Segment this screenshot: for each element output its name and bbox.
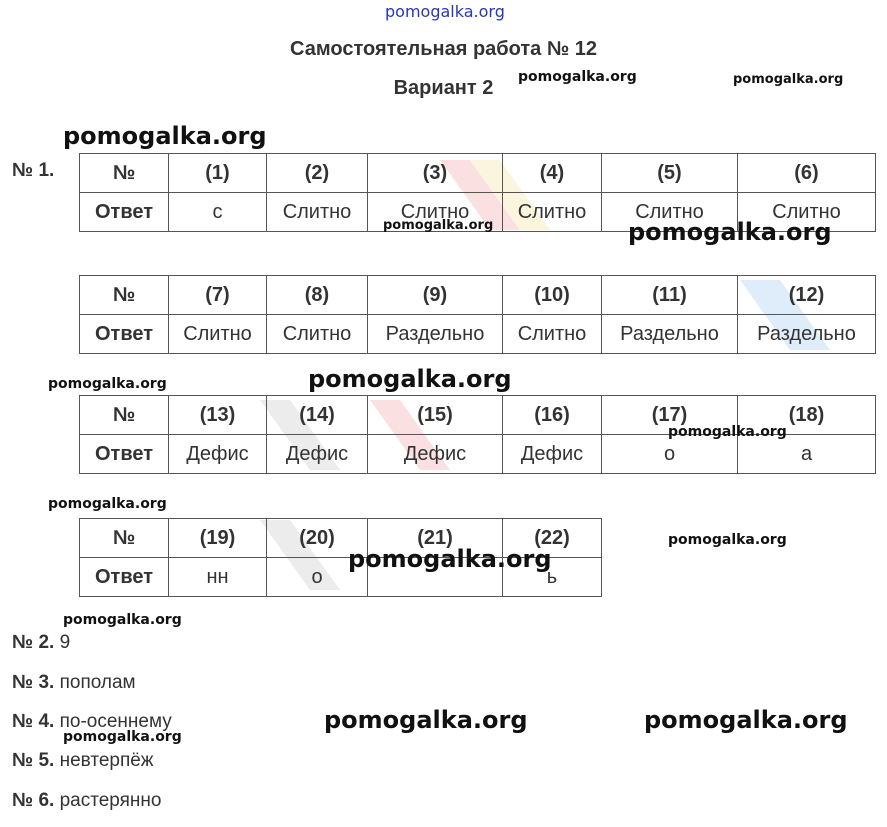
task-label: № 4. bbox=[12, 711, 55, 732]
question-number: (18) bbox=[738, 396, 876, 435]
watermark: pomogalka.org bbox=[383, 218, 494, 233]
watermark: pomogalka.org bbox=[668, 532, 787, 548]
task-answer: 9 bbox=[59, 632, 71, 653]
row-header-answer: Ответ bbox=[80, 435, 169, 474]
question-number: (5) bbox=[602, 154, 738, 193]
row-header-answer: Ответ bbox=[80, 193, 169, 232]
task-label: № 2. bbox=[12, 632, 55, 653]
answer-cell: Раздельно bbox=[738, 315, 876, 354]
answer-cell: а bbox=[738, 435, 876, 474]
watermark: pomogalka.org bbox=[63, 729, 182, 745]
question-number: (11) bbox=[602, 276, 738, 315]
watermark: pomogalka.org bbox=[733, 72, 844, 87]
question-number: (16) bbox=[503, 396, 602, 435]
row-header-number: № bbox=[80, 396, 169, 435]
row-header-answer: Ответ bbox=[80, 558, 169, 597]
task-answer: растерянно bbox=[59, 790, 162, 811]
answer-cell: Раздельно bbox=[602, 315, 738, 354]
watermark: pomogalka.org bbox=[628, 218, 832, 246]
question-number: (9) bbox=[368, 276, 503, 315]
question-number: (6) bbox=[738, 154, 876, 193]
question-number: (10) bbox=[503, 276, 602, 315]
watermark: pomogalka.org bbox=[324, 706, 528, 734]
watermark: pomogalka.org bbox=[48, 496, 167, 512]
task-label: № 5. bbox=[12, 750, 55, 771]
task-answer: по-осеннему bbox=[59, 711, 172, 732]
question-number: (13) bbox=[169, 396, 267, 435]
task-answer: пополам bbox=[59, 672, 136, 693]
task-5 bbox=[12, 750, 154, 772]
watermark: pomogalka.org bbox=[668, 424, 787, 440]
answer-cell: Слитно bbox=[738, 193, 876, 232]
task-answer: невтерпёж bbox=[59, 750, 154, 771]
watermark-top-link[interactable]: pomogalka.org bbox=[385, 2, 505, 21]
question-number: (22) bbox=[503, 519, 602, 558]
question-number: (1) bbox=[169, 154, 267, 193]
answer-cell: Слитно bbox=[503, 315, 602, 354]
row-header-number: № bbox=[80, 276, 169, 315]
question-number: (2) bbox=[267, 154, 368, 193]
answer-cell: Слитно bbox=[602, 193, 738, 232]
task-label: № 6. bbox=[12, 790, 55, 811]
question-number: (3) bbox=[368, 154, 503, 193]
question-number: (12) bbox=[738, 276, 876, 315]
watermark: pomogalka.org bbox=[518, 69, 637, 85]
answer-cell: о bbox=[267, 558, 368, 597]
question-number: (17) bbox=[602, 396, 738, 435]
question-number: (4) bbox=[503, 154, 602, 193]
task-2 bbox=[12, 632, 70, 654]
watermark: pomogalka.org bbox=[48, 376, 167, 392]
watermark: pomogalka.org bbox=[644, 706, 848, 734]
answer-cell: Слитно bbox=[368, 193, 503, 232]
row-header-answer: Ответ bbox=[80, 315, 169, 354]
watermark: pomogalka.org bbox=[63, 612, 182, 628]
watermark: pomogalka.org bbox=[63, 122, 267, 150]
watermark: pomogalka.org bbox=[348, 545, 552, 573]
task-6 bbox=[12, 790, 161, 812]
answer-cell: Дефис bbox=[503, 435, 602, 474]
document-title: Самостоятельная работа № 12 bbox=[290, 38, 597, 60]
row-header-number: № bbox=[80, 154, 169, 193]
question-number: (20) bbox=[267, 519, 368, 558]
question-number: (15) bbox=[368, 396, 503, 435]
answer-cell: Дефис bbox=[169, 435, 267, 474]
task-label: № 3. bbox=[12, 672, 55, 693]
question-number: (19) bbox=[169, 519, 267, 558]
answer-cell: о bbox=[602, 435, 738, 474]
answer-cell: Дефис bbox=[368, 435, 503, 474]
question-number: (8) bbox=[267, 276, 368, 315]
answer-cell: Раздельно bbox=[368, 315, 503, 354]
answer-cell: Слитно bbox=[503, 193, 602, 232]
watermark: pomogalka.org bbox=[308, 365, 512, 393]
question-number: (14) bbox=[267, 396, 368, 435]
question-number: (7) bbox=[169, 276, 267, 315]
answer-table-2 bbox=[79, 275, 876, 354]
answer-cell: Слитно bbox=[169, 315, 267, 354]
answer-cell: Дефис bbox=[267, 435, 368, 474]
answer-cell: ь bbox=[503, 558, 602, 597]
answer-cell: Слитно bbox=[267, 315, 368, 354]
answer-cell: с bbox=[169, 193, 267, 232]
answer-cell: нн bbox=[169, 558, 267, 597]
task-3 bbox=[12, 672, 136, 694]
task-1-label: № 1. bbox=[12, 160, 55, 181]
variant-title: Вариант 2 bbox=[393, 77, 494, 99]
row-header-number: № bbox=[80, 519, 169, 558]
question-number: (21) bbox=[368, 519, 503, 558]
answer-cell: Слитно bbox=[267, 193, 368, 232]
